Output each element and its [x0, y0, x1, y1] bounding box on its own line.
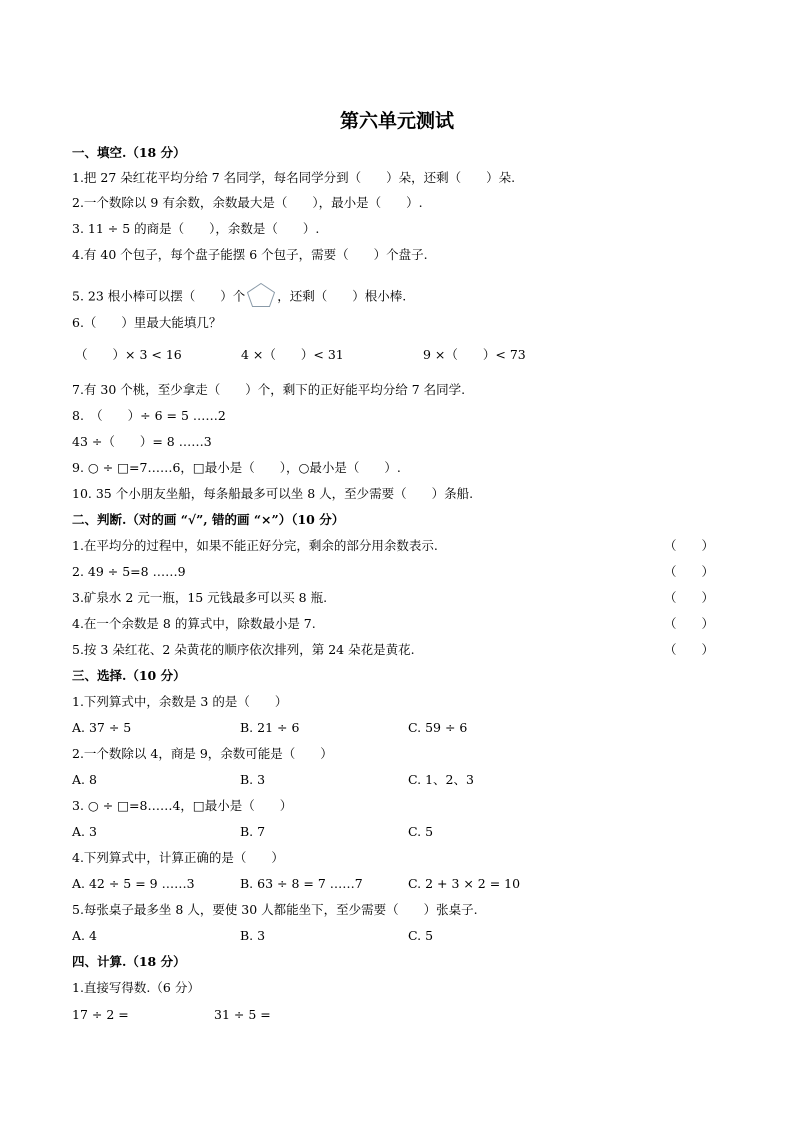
choice-option-b: B. 63 ÷ 8 = 7 ……7 — [240, 876, 363, 891]
question-1-6-c: 9 ×（ ）< 73 — [423, 347, 526, 362]
choice-option-b: B. 3 — [240, 928, 266, 943]
judgement-item-2: 2. 49 ÷ 5=8 ……9 — [72, 564, 186, 579]
choice-option-c: C. 2 + 3 × 2 = 10 — [408, 876, 521, 891]
judgement-item-5: 5.按 3 朵红花、2 朵黄花的顺序依次排列，第 24 朵花是黄花. — [72, 642, 415, 657]
question-1-2: 2.一个数除以 9 有余数，余数最大是（ ），最小是（ ）. — [72, 195, 423, 210]
judgement-item-3: 3.矿泉水 2 元一瓶，15 元钱最多可以买 8 瓶. — [72, 590, 328, 605]
question-1-6-a: （ ）× 3 < 16 — [75, 347, 182, 362]
choice-option-c: C. 1、2、3 — [408, 772, 474, 787]
section-2-heading: 二、判断.（对的画 “√”, 错的画 “×”）（10 分） — [72, 512, 345, 527]
section-4-heading: 四、计算.（18 分） — [72, 954, 186, 969]
choice-option-a: A. 42 ÷ 5 = 9 ……3 — [72, 876, 195, 891]
choice-option-b: B. 7 — [240, 824, 266, 839]
question-1-7: 7.有 30 个桃，至少拿走（ ）个，剩下的正好能平均分给 7 名同学. — [72, 382, 466, 397]
choice-question-2: 2.一个数除以 4，商是 9，余数可能是（ ） — [72, 746, 333, 761]
judgement-answer-2: （ ） — [664, 564, 715, 579]
judgement-answer-4: （ ） — [664, 616, 715, 631]
question-1-6-b: 4 ×（ ）< 31 — [241, 347, 344, 362]
question-1-1: 1.把 27 朵红花平均分给 7 名同学，每名同学分到（ ）朵，还剩（ ）朵. — [72, 170, 516, 185]
question-1-8-a: 8. （ ）÷ 6 = 5 ……2 — [72, 408, 226, 423]
section-1-heading: 一、填空.（18 分） — [72, 145, 186, 160]
judgement-answer-5: （ ） — [664, 642, 715, 657]
choice-question-3: 3. ○ ÷ □=8……4，□最小是（ ） — [72, 798, 293, 813]
choice-option-c: C. 5 — [408, 928, 434, 943]
choice-option-b: B. 3 — [240, 772, 266, 787]
question-1-5-part-a: 5. 23 根小棒可以摆（ ）个 — [72, 288, 246, 304]
question-1-5 — [72, 282, 406, 312]
choice-option-c: C. 5 — [408, 824, 434, 839]
question-1-8-b: 43 ÷（ ）= 8 ……3 — [72, 434, 212, 449]
page-title: 第六单元测试 — [339, 110, 454, 132]
calc-question-1: 1.直接写得数.（6 分） — [72, 980, 200, 995]
choice-option-a: A. 8 — [72, 772, 97, 787]
section-3-heading: 三、选择.（10 分） — [72, 668, 186, 683]
calc-expression-1: 17 ÷ 2 = — [72, 1007, 129, 1022]
choice-option-b: B. 21 ÷ 6 — [240, 720, 300, 735]
choice-question-5: 5.每张桌子最多坐 8 人，要使 30 人都能坐下，至少需要（ ）张桌子. — [72, 902, 478, 917]
judgement-item-4: 4.在一个余数是 8 的算式中，除数最小是 7. — [72, 616, 316, 631]
judgement-answer-1: （ ） — [664, 538, 715, 553]
question-1-5-part-b: ，还剩（ ）根小棒. — [277, 288, 407, 304]
judgement-item-1: 1.在平均分的过程中，如果不能正好分完，剩余的部分用余数表示. — [72, 538, 438, 553]
pentagon-shape — [246, 282, 276, 312]
choice-option-a: A. 3 — [72, 824, 97, 839]
question-1-6: 6.（ ）里最大能填几？ — [72, 315, 222, 330]
question-1-3: 3. 11 ÷ 5 的商是（ ），余数是（ ）. — [72, 221, 320, 236]
question-1-9: 9. ○ ÷ □=7……6，□最小是（ ），○最小是（ ）. — [72, 460, 401, 475]
choice-question-1: 1.下列算式中，余数是 3 的是（ ） — [72, 694, 288, 709]
choice-option-c: C. 59 ÷ 6 — [408, 720, 468, 735]
calc-expression-2: 31 ÷ 5 = — [214, 1007, 271, 1022]
judgement-answer-3: （ ） — [664, 590, 715, 605]
choice-option-a: A. 4 — [72, 928, 97, 943]
choice-question-4: 4.下列算式中，计算正确的是（ ） — [72, 850, 284, 865]
question-1-4: 4.有 40 个包子，每个盘子能摆 6 个包子，需要（ ）个盘子. — [72, 247, 428, 262]
choice-option-a: A. 37 ÷ 5 — [72, 720, 132, 735]
question-1-10: 10. 35 个小朋友坐船，每条船最多可以坐 8 人，至少需要（ ）条船. — [72, 486, 474, 501]
